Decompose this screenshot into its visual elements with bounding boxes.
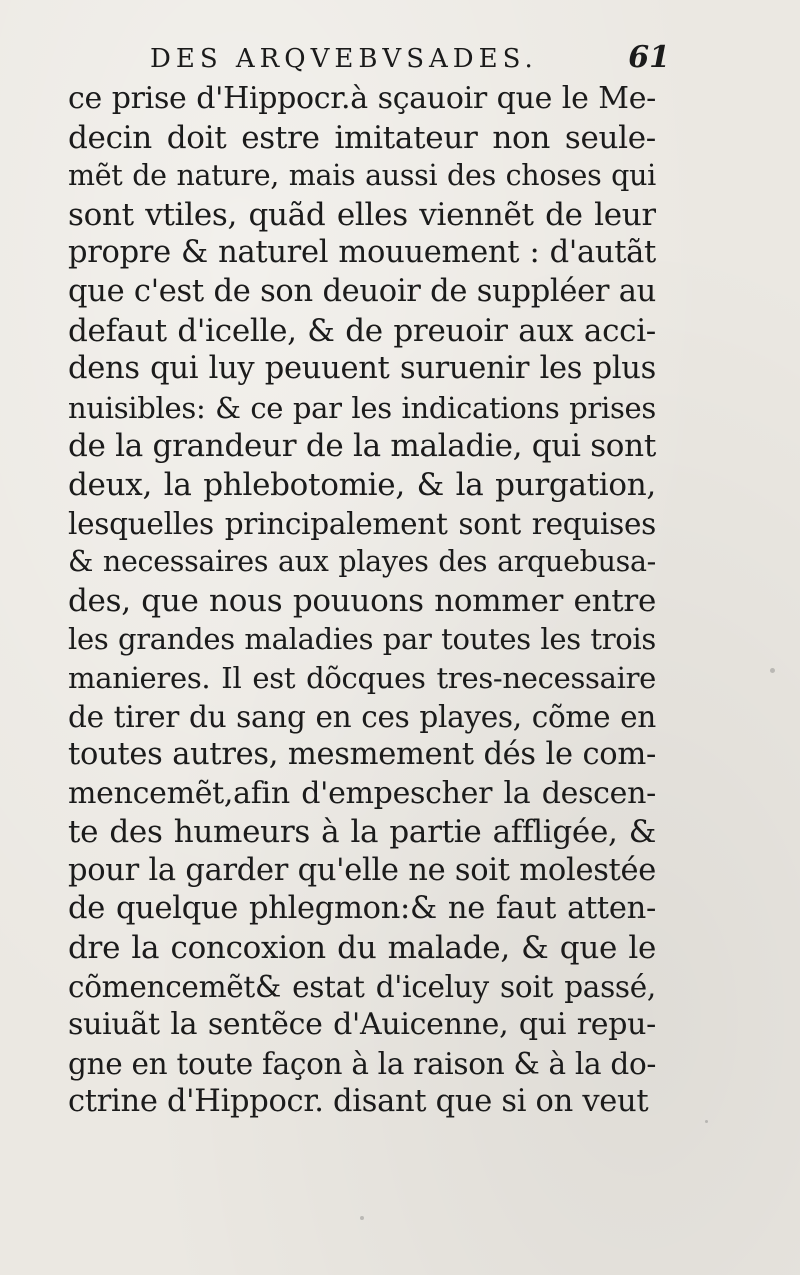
- text-line: ce prise d'Hippocr.à sçauoir que le Me-: [68, 81, 656, 116]
- page-header: [150, 40, 670, 84]
- paper-speck: [770, 668, 775, 673]
- text-line: sont vtiles, quãd elles viennẽt de leur: [68, 196, 656, 233]
- text-line: suiuãt la sentẽce d'Auicenne, qui repu-: [68, 1007, 656, 1043]
- text-line: te des humeurs à la partie affligée, &: [68, 814, 656, 851]
- text-line: de quelque phlegmon:& ne faut atten-: [68, 891, 656, 927]
- text-line: les grandes maladies par toutes les trois: [68, 622, 656, 657]
- text-line: decin doit estre imitateur non seule-: [68, 119, 656, 156]
- text-line: propre & naturel mouuement : d'autãt: [68, 235, 656, 271]
- body-text: [68, 80, 656, 1200]
- text-line: dens qui luy peuuent suruenir les plus: [68, 351, 656, 387]
- text-line: defaut d'icelle, & de preuoir aux acci-: [68, 312, 656, 349]
- text-line: que c'est de son deuoir de suppléer au: [68, 273, 656, 309]
- paper-speck: [705, 1120, 708, 1123]
- text-line: dre la concoxion du malade, & que le: [68, 930, 656, 967]
- text-line: deux, la phlebotomie, & la purgation,: [68, 466, 656, 503]
- text-line: manieres. Il est dõcques tres-necessaire: [68, 660, 656, 695]
- page-number: 61: [628, 40, 670, 75]
- text-line: pour la garder qu'elle ne soit molestée: [68, 852, 656, 888]
- paper-speck: [360, 1216, 364, 1220]
- text-line: de tirer du sang en ces playes, cõme en: [68, 699, 656, 734]
- text-line: nuisibles: & ce par les indications prises: [68, 390, 656, 425]
- text-line: lesquelles principalement sont requises: [68, 506, 656, 541]
- text-line: gne en toute façon à la raison & à la do-: [68, 1046, 656, 1081]
- text-line: de la grandeur de la maladie, qui sont: [68, 428, 656, 465]
- text-line: cõmencemẽt& estat d'iceluy soit passé,: [68, 969, 656, 1004]
- text-line: ctrine d'Hippocr. disant que si on veut: [68, 1084, 649, 1120]
- text-line: toutes autres, mesmement dés le com-: [68, 737, 656, 773]
- text-line: mencemẽt,afin d'empescher la descen-: [68, 775, 656, 811]
- text-line: & necessaires aux playes des arquebusa-: [68, 545, 656, 579]
- text-line: des, que nous pouuons nommer entre: [68, 582, 656, 619]
- text-line: mẽt de nature, mais aussi des choses qui: [68, 159, 656, 193]
- running-head: DES ARQVEBVSADES.: [150, 44, 538, 74]
